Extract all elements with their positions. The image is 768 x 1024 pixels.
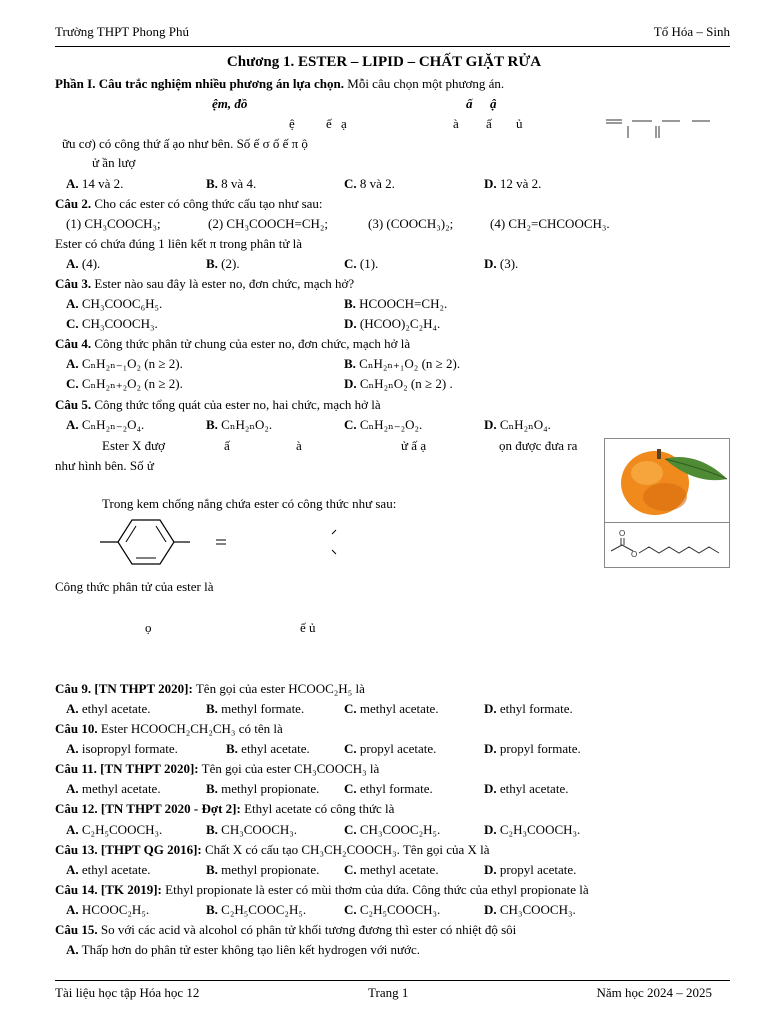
q13-stem xyxy=(55,842,490,858)
option-text: CₙH₂ₙ₋₂O₄. xyxy=(81,417,145,432)
question-label: Câu 11. [TN THPT 2020]: xyxy=(55,761,199,776)
q10-option-c xyxy=(344,741,436,757)
question-label: Câu 15. xyxy=(55,922,98,937)
q13-option-b xyxy=(206,862,319,878)
q3-option-a xyxy=(66,296,162,312)
page-number: Trang 1 xyxy=(368,985,409,1000)
option-text: CH₃COOCH₃. xyxy=(221,822,298,837)
q11-option-d xyxy=(484,781,568,797)
option-letter: C. xyxy=(344,781,357,796)
svg-text:O: O xyxy=(619,529,626,538)
question-text: Cho các ester có công thức cấu tạo như sau: xyxy=(94,196,323,211)
q14-option-b xyxy=(206,902,306,918)
option-text: CH₃COOC₂H₅. xyxy=(359,822,441,837)
q11-option-b xyxy=(206,781,319,797)
option-text: CₙH₂ₙ₊₂O₂ (n ≥ 2). xyxy=(81,376,183,391)
q1-option-b xyxy=(206,176,256,192)
q11-option-a xyxy=(66,781,161,797)
q1-fragment: ấ xyxy=(486,116,492,131)
part1-instruction: Mỗi câu chọn một phương án. xyxy=(347,76,505,91)
q5-option-c xyxy=(344,417,422,433)
option-text: (1). xyxy=(359,256,379,271)
q9-option-b xyxy=(206,701,304,717)
option-letter: D. xyxy=(484,822,497,837)
q1-fragment: à xyxy=(453,116,459,131)
q4-option-b xyxy=(344,356,460,372)
question-text: Chất X có cấu tạo CH₃CH₂COOCH₃. Tên gọi của X là xyxy=(205,842,490,857)
option-letter: A. xyxy=(66,356,79,371)
option-letter: C. xyxy=(344,256,357,271)
option-text: (4). xyxy=(81,256,101,271)
option-letter: A. xyxy=(66,256,79,271)
option-letter: B. xyxy=(206,902,218,917)
option-letter: D. xyxy=(344,376,357,391)
question-label: Câu 2. xyxy=(55,196,92,211)
option-text: propyl acetate. xyxy=(359,741,437,756)
q13-option-d xyxy=(484,862,576,878)
ester-structure-image xyxy=(604,522,730,568)
option-letter: D. xyxy=(484,417,497,432)
part1-label: Phần I. Câu trắc nghiệm nhiều phương án lựa chọn. xyxy=(55,76,345,91)
option-text: isopropyl formate. xyxy=(81,741,178,756)
q11-option-c xyxy=(344,781,433,797)
q5-option-b xyxy=(206,417,272,433)
q13-option-c xyxy=(344,862,439,878)
q2-option-b xyxy=(206,256,240,272)
option-text: methyl acetate. xyxy=(359,701,439,716)
q10-option-b xyxy=(226,741,310,757)
q4-option-d xyxy=(344,376,453,392)
option-text: HCOOC₂H₅. xyxy=(81,902,150,917)
option-text: ethyl acetate. xyxy=(499,781,569,796)
option-text: propyl acetate. xyxy=(499,862,577,877)
department-name: Tổ Hóa – Sinh xyxy=(653,24,730,39)
q4-option-c xyxy=(66,376,183,392)
q1-fragment: ế xyxy=(326,116,332,131)
option-letter: C. xyxy=(344,862,357,877)
q2-formula-4: (4) CH₂=CHCOOCH₃. xyxy=(490,216,610,231)
option-letter: C. xyxy=(344,176,357,191)
q7-question: Công thức phân tử của ester là xyxy=(55,579,214,594)
q10-option-d xyxy=(484,741,581,757)
q12-stem xyxy=(55,801,394,817)
question-label: Câu 3. xyxy=(55,276,92,291)
q8-fragment: ế ủ xyxy=(300,620,316,635)
option-letter: B. xyxy=(206,781,218,796)
option-text: methyl propionate. xyxy=(221,862,320,877)
option-letter: D. xyxy=(484,256,497,271)
q1-fragment: ệ xyxy=(289,116,295,131)
q12-option-c xyxy=(344,822,440,838)
question-text: Công thức tổng quát của ester no, hai chức, mạch hở là xyxy=(94,397,381,412)
option-letter: C. xyxy=(344,902,357,917)
q5-option-a xyxy=(66,417,144,433)
q3-stem xyxy=(55,276,354,292)
option-letter: B. xyxy=(206,417,218,432)
question-text: Công thức phân tử chung của ester no, đơn chức, mạch hở là xyxy=(94,336,411,351)
q12-option-d xyxy=(484,822,580,838)
option-text: methyl formate. xyxy=(221,701,305,716)
question-label: Câu 9. [TN THPT 2020]: xyxy=(55,681,193,696)
q1-fragment: ấ xyxy=(466,96,473,111)
q8-fragment: ọ xyxy=(145,620,152,635)
option-letter: B. xyxy=(206,701,218,716)
q4-option-a xyxy=(66,356,183,372)
q3-option-c xyxy=(66,316,158,332)
option-text: 14 và 2. xyxy=(81,176,124,191)
option-text: C₂H₅COOC₂H₅. xyxy=(221,902,307,917)
option-text: propyl formate. xyxy=(499,741,581,756)
option-text: (HCOO)₂C₂H₄. xyxy=(359,316,441,331)
q14-option-c xyxy=(344,902,440,918)
question-text: Tên gọi của ester HCOOC₂H₅ là xyxy=(195,681,365,696)
option-text: C₂H₃COOCH₃. xyxy=(499,822,581,837)
q1-line4: ử ần lượ xyxy=(92,155,136,170)
q2-option-d xyxy=(484,256,518,272)
option-text: HCOOCH=CH₂. xyxy=(359,296,448,311)
q1-fragment: ạ xyxy=(341,116,347,131)
option-letter: D. xyxy=(484,701,497,716)
q2-line3: Ester có chứa đúng 1 liên kết π trong phân tử là xyxy=(55,236,303,251)
q3-option-d xyxy=(344,316,440,332)
q5-option-d xyxy=(484,417,551,433)
option-text: CₙH₂ₙO₂ (n ≥ 2) . xyxy=(359,376,453,391)
question-text: Ethyl propionate là ester có mùi thơm của dứa. Công thức của ethyl propionate là xyxy=(165,882,589,897)
option-text: 8 và 4. xyxy=(221,176,257,191)
chapter-title: Chương 1. ESTER – LIPID – CHẤT GIẶT RỬA xyxy=(226,54,542,70)
option-text: ethyl formate. xyxy=(359,781,433,796)
option-letter: D. xyxy=(484,781,497,796)
q1-option-c xyxy=(344,176,395,192)
question-label: Câu 5. xyxy=(55,397,92,412)
option-text: C₂H₅COOCH₃. xyxy=(359,902,441,917)
q2-option-a xyxy=(66,256,100,272)
q10-option-a xyxy=(66,741,178,757)
ester-skeletal-formula xyxy=(605,523,729,567)
q2-formula-3: (3) (COOCH₃)₂; xyxy=(368,216,454,231)
q6-fragment: ấ xyxy=(224,438,230,453)
q14-option-d xyxy=(484,902,576,918)
option-text: ethyl acetate. xyxy=(81,862,151,877)
q14-option-a xyxy=(66,902,149,918)
option-text: CH₃COOC₆H₅. xyxy=(81,296,163,311)
question-label: Câu 14. [TK 2019]: xyxy=(55,882,162,897)
question-text: So với các acid và alcohol có phân tử khối tương đương thì ester có nhiệt độ sôi xyxy=(100,922,517,937)
footer-doc-title: Tài liệu học tập Hóa học 12 xyxy=(55,985,200,1000)
q7-stem: Trong kem chống nắng chứa ester có công thức như sau: xyxy=(102,496,397,511)
option-letter: A. xyxy=(66,296,79,311)
q6-fragment: ử ấ ạ xyxy=(401,438,427,453)
q2-formula-1: (1) CH₃COOCH₃; xyxy=(66,216,161,231)
question-label: Câu 4. xyxy=(55,336,92,351)
option-text: (3). xyxy=(499,256,519,271)
option-letter: C. xyxy=(344,741,357,756)
q6-line2: như hình bên. Số ử xyxy=(55,458,154,473)
option-text: C₂H₅COOCH₃. xyxy=(81,822,163,837)
q15-option-a xyxy=(66,942,420,958)
question-text: Ester nào sau đây là ester no, đơn chức, mạch hở? xyxy=(94,276,355,291)
q9-stem xyxy=(55,681,365,697)
option-letter: C. xyxy=(66,316,79,331)
question-text: Ester HCOOCH₂CH₂CH₃ có tên là xyxy=(100,721,283,736)
option-letter: C. xyxy=(344,822,357,837)
option-letter: C. xyxy=(344,417,357,432)
option-letter: B. xyxy=(206,256,218,271)
option-letter: B. xyxy=(206,176,218,191)
option-letter: A. xyxy=(66,176,79,191)
option-letter: A. xyxy=(66,701,79,716)
q4-stem xyxy=(55,336,410,352)
school-name: Trường THPT Phong Phú xyxy=(55,24,189,39)
option-text: CₙH₂ₙ₋₂O₂. xyxy=(359,417,423,432)
option-text: CH₃COOCH₃. xyxy=(81,316,158,331)
option-letter: B. xyxy=(226,741,238,756)
q1-fragment: ệm, đồ xyxy=(212,96,248,111)
school-year: Năm học 2024 – 2025 xyxy=(596,985,712,1000)
q12-option-b xyxy=(206,822,297,838)
q1-fragment: ậ xyxy=(490,96,497,111)
q2-stem xyxy=(55,196,323,212)
option-text: methyl acetate. xyxy=(81,781,161,796)
q1-option-a xyxy=(66,176,123,192)
q3-option-b xyxy=(344,296,447,312)
option-letter: D. xyxy=(484,741,497,756)
option-text: ethyl acetate. xyxy=(81,701,151,716)
option-text: methyl acetate. xyxy=(359,862,439,877)
svg-text:O: O xyxy=(631,550,638,559)
option-letter: D. xyxy=(484,862,497,877)
q10-stem xyxy=(55,721,283,737)
option-letter: C. xyxy=(66,376,79,391)
option-letter: D. xyxy=(484,902,497,917)
option-letter: B. xyxy=(344,356,356,371)
header-rule xyxy=(55,46,730,47)
q13-option-a xyxy=(66,862,150,878)
option-letter: A. xyxy=(66,741,79,756)
question-text: Ethyl acetate có công thức là xyxy=(244,801,395,816)
option-letter: A. xyxy=(66,942,79,957)
option-text: (2). xyxy=(221,256,240,271)
option-letter: A. xyxy=(66,862,79,877)
q1-fragment: ủ xyxy=(516,116,523,131)
q1-option-d xyxy=(484,176,541,192)
footer-rule xyxy=(55,980,730,981)
option-letter: A. xyxy=(66,822,79,837)
option-text: Thấp hơn do phân tử ester không tạo liên kết hydrogen với nước. xyxy=(81,942,420,957)
question-label: Câu 13. [THPT QG 2016]: xyxy=(55,842,202,857)
q12-option-a xyxy=(66,822,162,838)
q9-option-c xyxy=(344,701,439,717)
option-letter: B. xyxy=(344,296,356,311)
option-text: CₙH₂ₙ₋₁O₂ (n ≥ 2). xyxy=(81,356,183,371)
option-letter: C. xyxy=(344,701,357,716)
option-letter: A. xyxy=(66,781,79,796)
option-text: CₙH₂ₙO₂. xyxy=(221,417,273,432)
question-label: Câu 10. xyxy=(55,721,98,736)
q5-stem xyxy=(55,397,381,413)
q9-option-d xyxy=(484,701,573,717)
q14-stem xyxy=(55,882,589,898)
q11-stem xyxy=(55,761,379,777)
option-letter: B. xyxy=(206,822,218,837)
question-label: Câu 12. [TN THPT 2020 - Đợt 2]: xyxy=(55,801,241,816)
question-text: Tên gọi của ester CH₃COOCH₃ là xyxy=(201,761,380,776)
q6-fragment: ọn được đưa ra xyxy=(499,438,578,453)
q1-structure-drawing xyxy=(600,110,720,142)
option-text: ethyl acetate. xyxy=(241,741,310,756)
part1-heading xyxy=(55,76,504,92)
option-text: ethyl formate. xyxy=(499,701,573,716)
q2-formula-2: (2) CH₃COOCH=CH₂; xyxy=(208,216,329,231)
q1-line3: ữu cơ) có công thứ ấ ạo như bên. Số ế σ ố ế π ộ xyxy=(62,136,308,151)
q6-fragment: à xyxy=(296,438,302,453)
option-letter: D. xyxy=(484,176,497,191)
option-letter: A. xyxy=(66,417,79,432)
q6-fragment: Ester X đượ xyxy=(102,438,166,453)
option-text: 8 và 2. xyxy=(359,176,395,191)
option-letter: D. xyxy=(344,316,357,331)
option-text: 12 và 2. xyxy=(499,176,542,191)
q7-molecule-drawing xyxy=(96,514,356,574)
option-letter: B. xyxy=(206,862,218,877)
option-text: methyl propionate. xyxy=(221,781,320,796)
q15-stem xyxy=(55,922,516,938)
q9-option-a xyxy=(66,701,150,717)
option-text: CₙH₂ₙO₄. xyxy=(499,417,551,432)
option-text: CH₃COOCH₃. xyxy=(499,902,576,917)
q2-option-c xyxy=(344,256,378,272)
orange-drawing xyxy=(605,439,729,523)
option-letter: A. xyxy=(66,902,79,917)
option-text: CₙH₂ₙ₊₁O₂ (n ≥ 2). xyxy=(359,356,461,371)
